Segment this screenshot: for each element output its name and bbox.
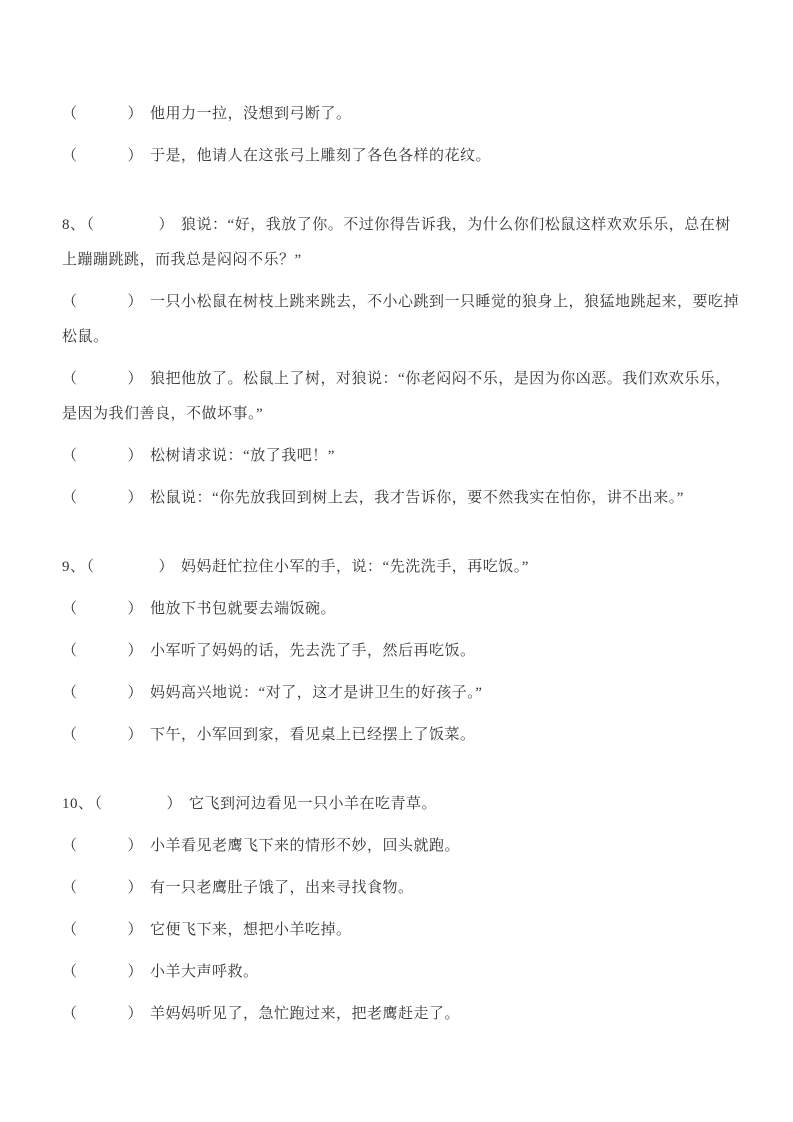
sentence-text: 它便飞下来，想把小羊吃掉。 xyxy=(150,922,352,938)
blank-open-paren: （ xyxy=(62,880,78,896)
blank-write-space[interactable] xyxy=(78,651,128,652)
blank-open-paren: （ xyxy=(62,448,78,464)
blank-write-space[interactable] xyxy=(78,156,128,157)
sentence-text: 妈妈高兴地说：“对了，这才是讲卫生的好孩子。” xyxy=(150,685,483,701)
answer-blank[interactable] xyxy=(62,448,143,464)
answer-blank[interactable] xyxy=(62,643,143,659)
answer-blank[interactable] xyxy=(62,838,143,854)
answer-blank[interactable] xyxy=(62,922,143,938)
exercise-line xyxy=(62,634,741,669)
answer-blank[interactable] xyxy=(62,601,143,617)
blank-close-paren: ） xyxy=(158,559,175,575)
exercise-line xyxy=(62,997,741,1032)
blank-open-paren: （ xyxy=(94,796,103,812)
sentence-text: 有一只老鹰肚子饿了，出来寻找食物。 xyxy=(150,880,414,896)
exercise-section-intro xyxy=(62,97,741,174)
sentence-text: 小羊大声呼救。 xyxy=(150,964,259,980)
answer-blank[interactable] xyxy=(62,880,143,896)
sentence-text: 狼把他放了。松鼠上了树，对狼说：“你老闷闷不乐，是因为你凶恶。我们欢欢乐乐，是因为我们善良，不做坏事。” xyxy=(62,371,731,422)
blank-close-paren: ） xyxy=(127,448,144,464)
exercise-line xyxy=(62,913,741,948)
blank-write-space[interactable] xyxy=(78,846,128,847)
blank-write-space[interactable] xyxy=(78,114,128,115)
sentence-text: 小军听了妈妈的话，先去洗了手，然后再吃饭。 xyxy=(150,643,476,659)
exercise-line xyxy=(62,829,741,864)
blank-write-space[interactable] xyxy=(78,735,128,736)
exercise-line xyxy=(62,718,741,753)
exercise-section-9 xyxy=(62,550,741,753)
sentence-text: 羊妈妈听见了，急忙跑过来，把老鹰赶走了。 xyxy=(150,1006,461,1022)
answer-blank[interactable] xyxy=(62,1006,143,1022)
exercise-line xyxy=(62,871,741,906)
blank-close-paren: ） xyxy=(127,148,144,164)
blank-close-paren: ） xyxy=(127,838,144,854)
answer-blank[interactable] xyxy=(62,106,143,122)
exercise-line xyxy=(62,208,741,278)
answer-blank[interactable] xyxy=(62,294,143,310)
blank-close-paren: ） xyxy=(127,106,144,122)
blank-write-space[interactable] xyxy=(78,1014,128,1015)
sentence-text: 松树请求说：“放了我吧！” xyxy=(150,448,335,464)
exercise-line xyxy=(62,362,741,432)
blank-open-paren: （ xyxy=(62,148,78,164)
exercise-line xyxy=(62,439,741,474)
blank-close-paren: ） xyxy=(127,727,144,743)
blank-open-paren: （ xyxy=(62,371,78,387)
blank-open-paren: （ xyxy=(62,1006,78,1022)
blank-open-paren: （ xyxy=(86,217,95,233)
answer-blank[interactable] xyxy=(62,490,143,506)
answer-blank[interactable] xyxy=(62,964,143,980)
exercise-line xyxy=(62,139,741,174)
sentence-text: 它飞到河边看见一只小羊在吃青草。 xyxy=(189,796,438,812)
blank-close-paren: ） xyxy=(127,922,144,938)
exercise-line xyxy=(62,676,741,711)
blank-open-paren: （ xyxy=(62,490,78,506)
blank-write-space[interactable] xyxy=(95,567,159,568)
sentence-text: 狼说：“好，我放了你。不过你得告诉我，为什么你们松鼠这样欢欢乐乐，总在树上蹦蹦跳跳，而我总是闷闷不乐？” xyxy=(62,217,731,268)
blank-write-space[interactable] xyxy=(103,804,167,805)
blank-close-paren: ） xyxy=(127,294,144,310)
item-number: 10、 xyxy=(62,796,94,812)
sentence-text: 松鼠说：“你先放我回到树上去，我才告诉你，要不然我实在怕你，讲不出来。” xyxy=(150,490,684,506)
exercise-line xyxy=(62,97,741,132)
sentence-text: 他用力一拉，没想到弓断了。 xyxy=(150,106,352,122)
blank-open-paren: （ xyxy=(62,601,78,617)
blank-write-space[interactable] xyxy=(78,379,128,380)
blank-write-space[interactable] xyxy=(78,302,128,303)
answer-blank[interactable] xyxy=(87,217,175,233)
blank-write-space[interactable] xyxy=(78,456,128,457)
exercise-line xyxy=(62,481,741,516)
blank-write-space[interactable] xyxy=(78,498,128,499)
sentence-text: 于是，他请人在这张弓上雕刻了各色各样的花纹。 xyxy=(150,148,492,164)
item-number: 9、 xyxy=(62,559,86,575)
answer-blank[interactable] xyxy=(62,148,143,164)
sentence-text: 他放下书包就要去端饭碗。 xyxy=(150,601,337,617)
answer-blank[interactable] xyxy=(87,559,175,575)
answer-blank[interactable] xyxy=(62,727,143,743)
blank-open-paren: （ xyxy=(62,685,78,701)
blank-open-paren: （ xyxy=(62,922,78,938)
sentence-text: 一只小松鼠在树枝上跳来跳去，不小心跳到一只睡觉的狼身上，狼猛地跳起来，要吃掉松鼠。 xyxy=(62,294,740,345)
blank-open-paren: （ xyxy=(62,838,78,854)
blank-open-paren: （ xyxy=(62,294,78,310)
exercise-line xyxy=(62,592,741,627)
exercise-line xyxy=(62,550,741,585)
blank-close-paren: ） xyxy=(127,371,144,387)
blank-close-paren: ） xyxy=(127,880,144,896)
blank-write-space[interactable] xyxy=(95,225,159,226)
blank-close-paren: ） xyxy=(127,643,144,659)
exercise-line xyxy=(62,787,741,822)
document-body xyxy=(62,97,741,1032)
blank-open-paren: （ xyxy=(62,643,78,659)
answer-blank[interactable] xyxy=(62,685,143,701)
blank-open-paren: （ xyxy=(62,106,78,122)
blank-close-paren: ） xyxy=(158,217,175,233)
sentence-text: 小羊看见老鹰飞下来的情形不妙，回头就跑。 xyxy=(150,838,461,854)
answer-blank[interactable] xyxy=(95,796,183,812)
blank-write-space[interactable] xyxy=(78,888,128,889)
blank-write-space[interactable] xyxy=(78,609,128,610)
blank-open-paren: （ xyxy=(62,964,78,980)
blank-close-paren: ） xyxy=(127,685,144,701)
item-number: 8、 xyxy=(62,217,86,233)
exercise-line xyxy=(62,285,741,355)
exercise-section-10 xyxy=(62,787,741,1032)
blank-close-paren: ） xyxy=(127,964,144,980)
blank-write-space[interactable] xyxy=(78,972,128,973)
blank-write-space[interactable] xyxy=(78,930,128,931)
blank-close-paren: ） xyxy=(166,796,183,812)
blank-open-paren: （ xyxy=(86,559,95,575)
sentence-text: 妈妈赶忙拉住小军的手，说：“先洗洗手，再吃饭。” xyxy=(181,559,529,575)
blank-close-paren: ） xyxy=(127,490,144,506)
blank-close-paren: ） xyxy=(127,601,144,617)
blank-open-paren: （ xyxy=(62,727,78,743)
answer-blank[interactable] xyxy=(62,371,143,387)
blank-write-space[interactable] xyxy=(78,693,128,694)
sentence-text: 下午，小军回到家，看见桌上已经摆上了饭菜。 xyxy=(150,727,476,743)
blank-close-paren: ） xyxy=(127,1006,144,1022)
exercise-section-8 xyxy=(62,208,741,516)
exercise-line xyxy=(62,955,741,990)
